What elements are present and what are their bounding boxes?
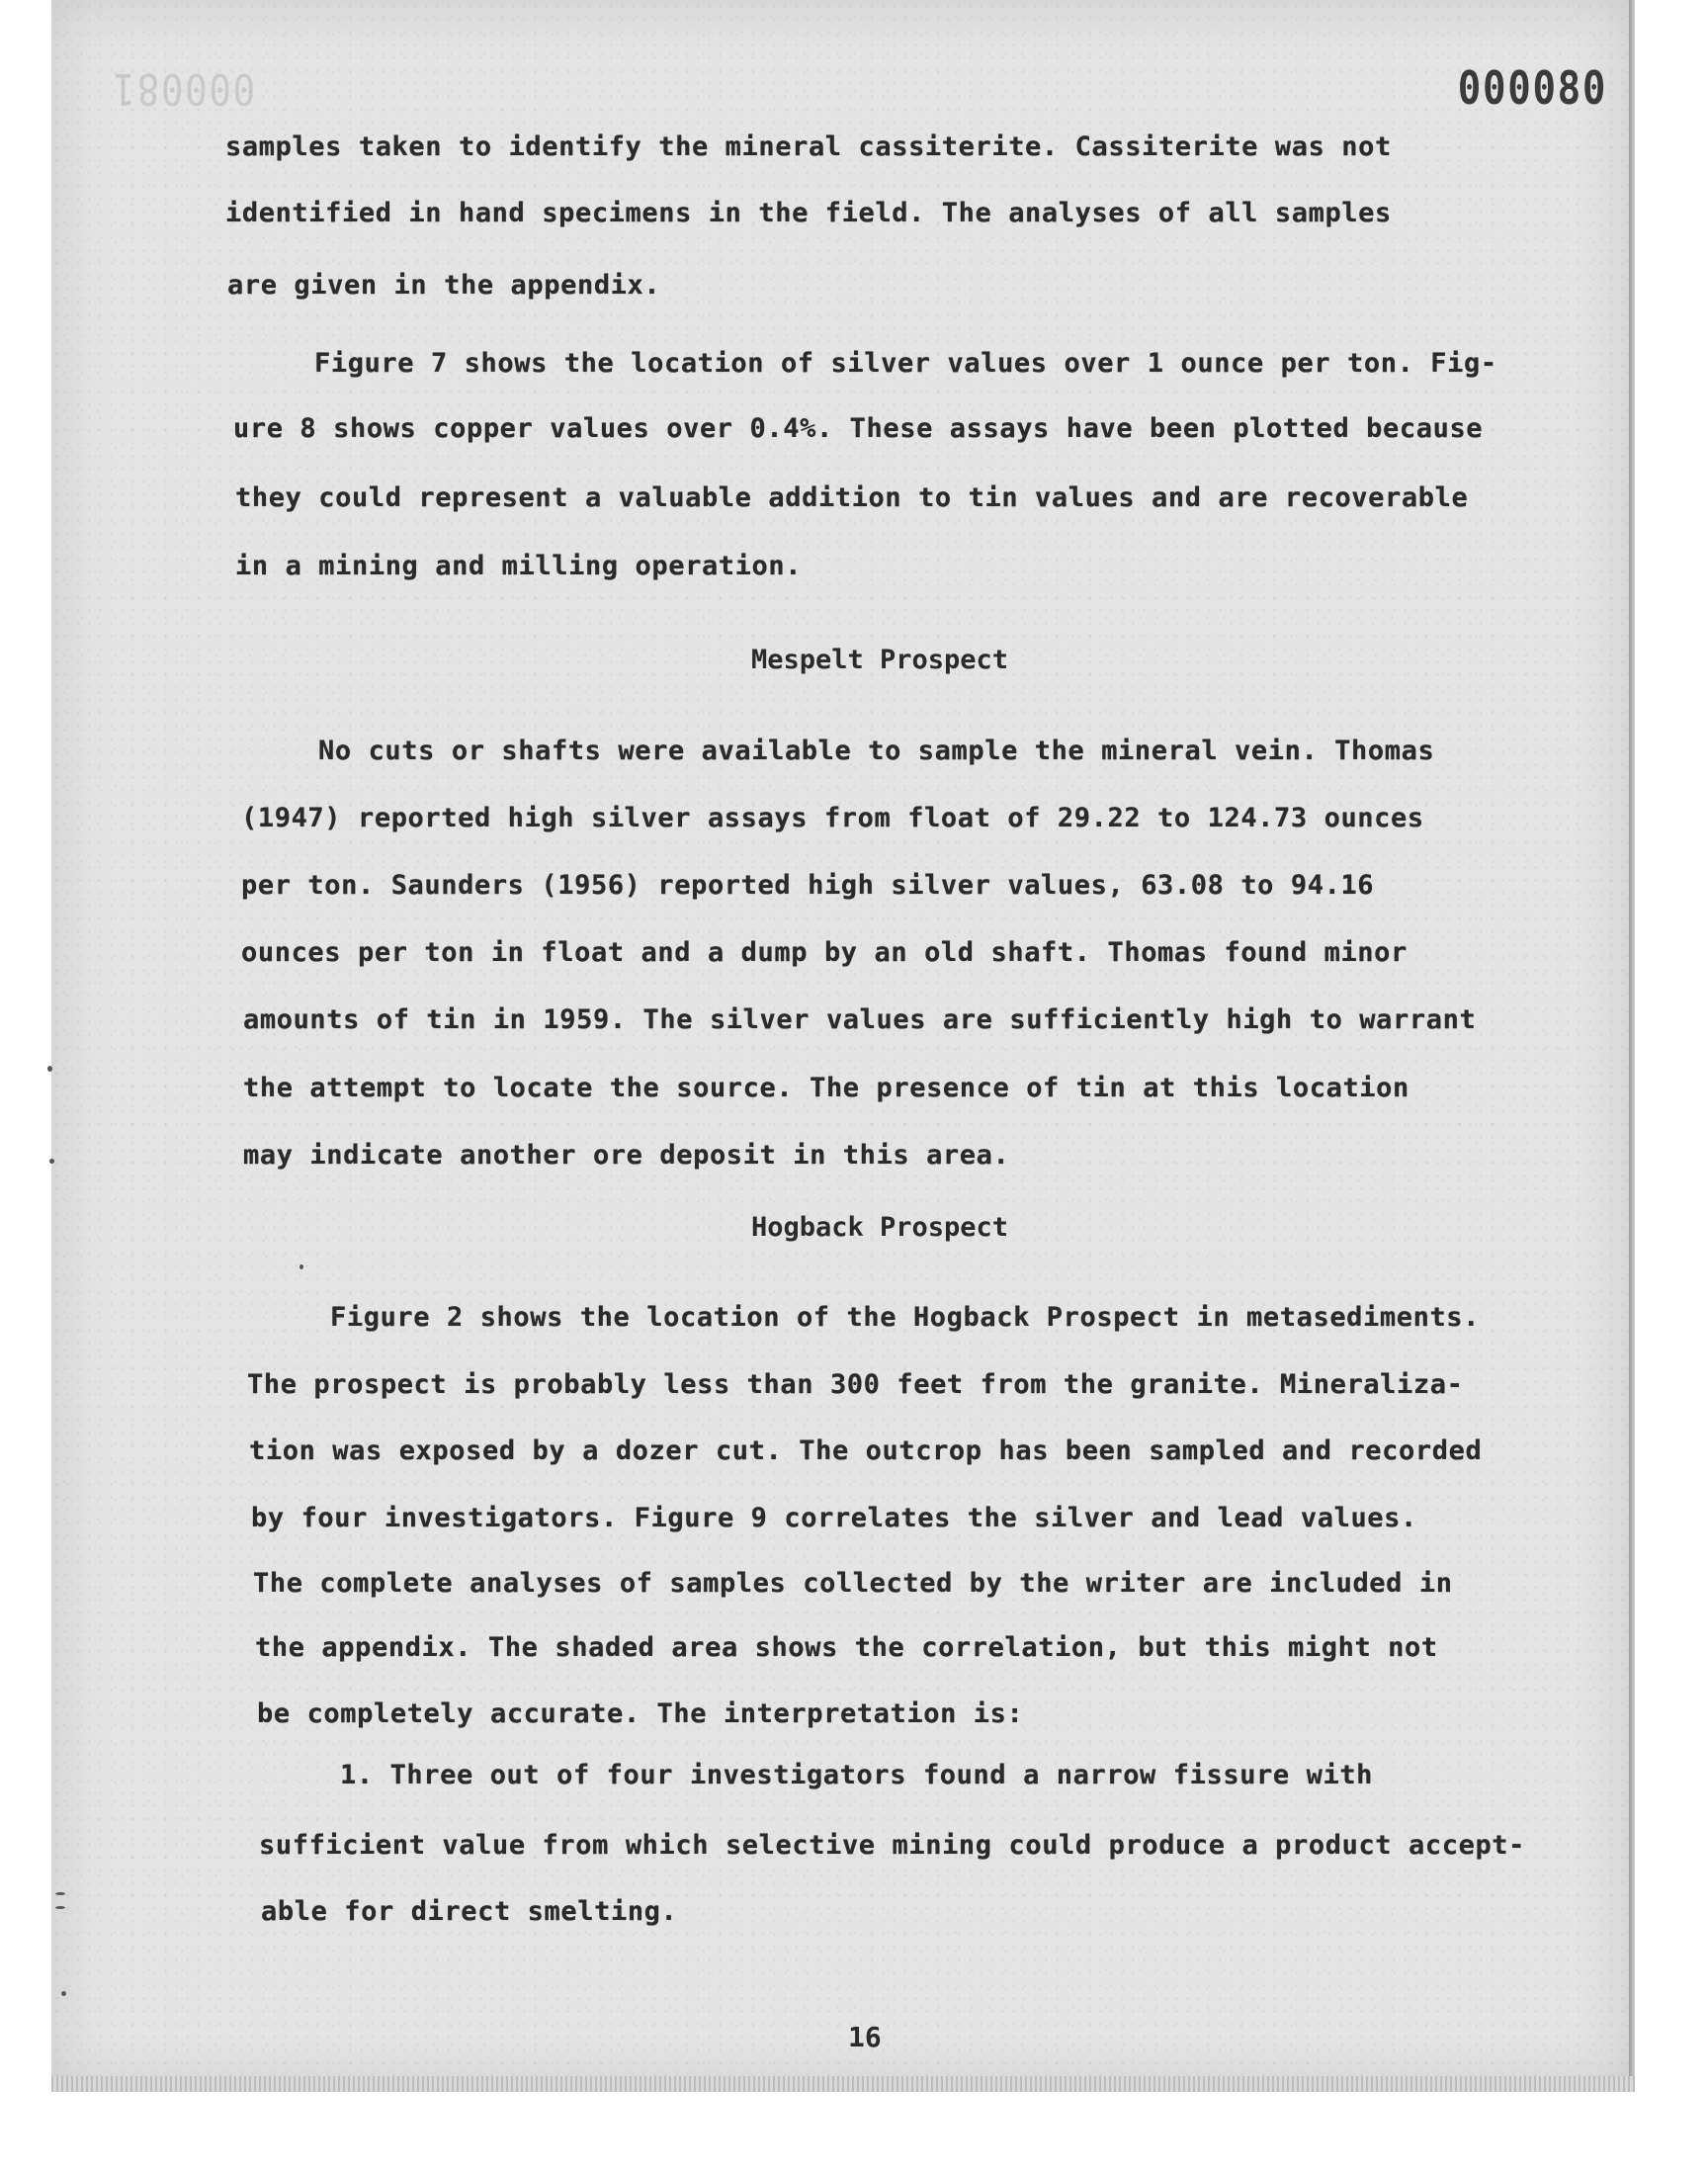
paragraph-1-line-2: identified in hand specimens in the field. The analyses of all samples [225,198,1392,228]
paragraph-3-line-4: ounces per ton in float and a dump by an old shaft. Thomas found minor [241,937,1408,968]
bleed-through-stamp: 000081 [111,63,256,114]
paragraph-4-line-3: tion was exposed by a dozer cut. The outcrop has been sampled and recorded [249,1436,1483,1466]
paragraph-4-line-7: be completely accurate. The interpretation is: [257,1698,1024,1729]
paragraph-3-line-3: per ton. Saunders (1956) reported high silver values, 63.08 to 94.16 [241,870,1375,901]
page-number: 16 [848,2021,882,2053]
paragraph-3-line-2: (1947) reported high silver assays from float of 29.22 to 124.73 ounces [241,803,1424,833]
paragraph-2-line-2: ure 8 shows copper values over 0.4%. These assays have been plotted because [233,413,1484,444]
section-heading-hogback: Hogback Prospect [750,1212,1009,1243]
scan-speck [55,1906,65,1909]
paragraph-3-line-6: the attempt to locate the source. The presence of tin at this location [243,1073,1409,1103]
paragraph-3-line-7: may indicate another ore deposit in this area. [243,1140,1010,1171]
scan-speck [47,1066,52,1072]
scan-bottom-strip [51,2076,1635,2092]
scan-speck [55,1892,65,1895]
paragraph-4-line-4: by four investigators. Figure 9 correlates the silver and lead values. [251,1503,1417,1533]
paragraph-2-line-1: Figure 7 shows the location of silver values over 1 ounce per ton. Fig- [314,348,1497,379]
paragraph-3-line-5: amounts of tin in 1959. The silver values are sufficiently high to warrant [243,1004,1477,1035]
paragraph-4-line-2: The prospect is probably less than 300 feet from the granite. Mineraliza- [247,1369,1464,1400]
paragraph-2-line-4: in a mining and milling operation. [235,551,803,581]
paragraph-4-line-6: the appendix. The shaded area shows the correlation, but this might not [255,1632,1438,1663]
section-heading-mespelt: Mespelt Prospect [750,645,1009,675]
paragraph-4-line-1: Figure 2 shows the location of the Hogback Prospect in metasediments. [330,1302,1481,1333]
paragraph-3-line-1: No cuts or shafts were available to sample the mineral vein. Thomas [318,736,1435,766]
paragraph-4-line-5: The complete analyses of samples collected by the writer are included in [253,1568,1453,1599]
paragraph-2-line-3: they could represent a valuable addition to tin values and are recoverable [235,482,1469,513]
list-item-1-line-1: 1. Three out of four investigators found a narrow fissure with [340,1760,1374,1790]
paragraph-1-line-1: samples taken to identify the mineral cassiterite. Cassiterite was not [225,131,1392,162]
scan-speck [299,1264,303,1269]
scan-speck [61,1991,66,1996]
list-item-1-line-3: able for direct smelting. [261,1896,678,1927]
document-number-stamp: 000080 [1457,61,1607,115]
list-item-1-line-2: sufficient value from which selective mining could produce a product accept- [259,1830,1526,1861]
page-edge [1629,0,1635,2088]
scan-speck [49,1159,54,1164]
paragraph-1-line-3: are given in the appendix. [227,270,661,301]
